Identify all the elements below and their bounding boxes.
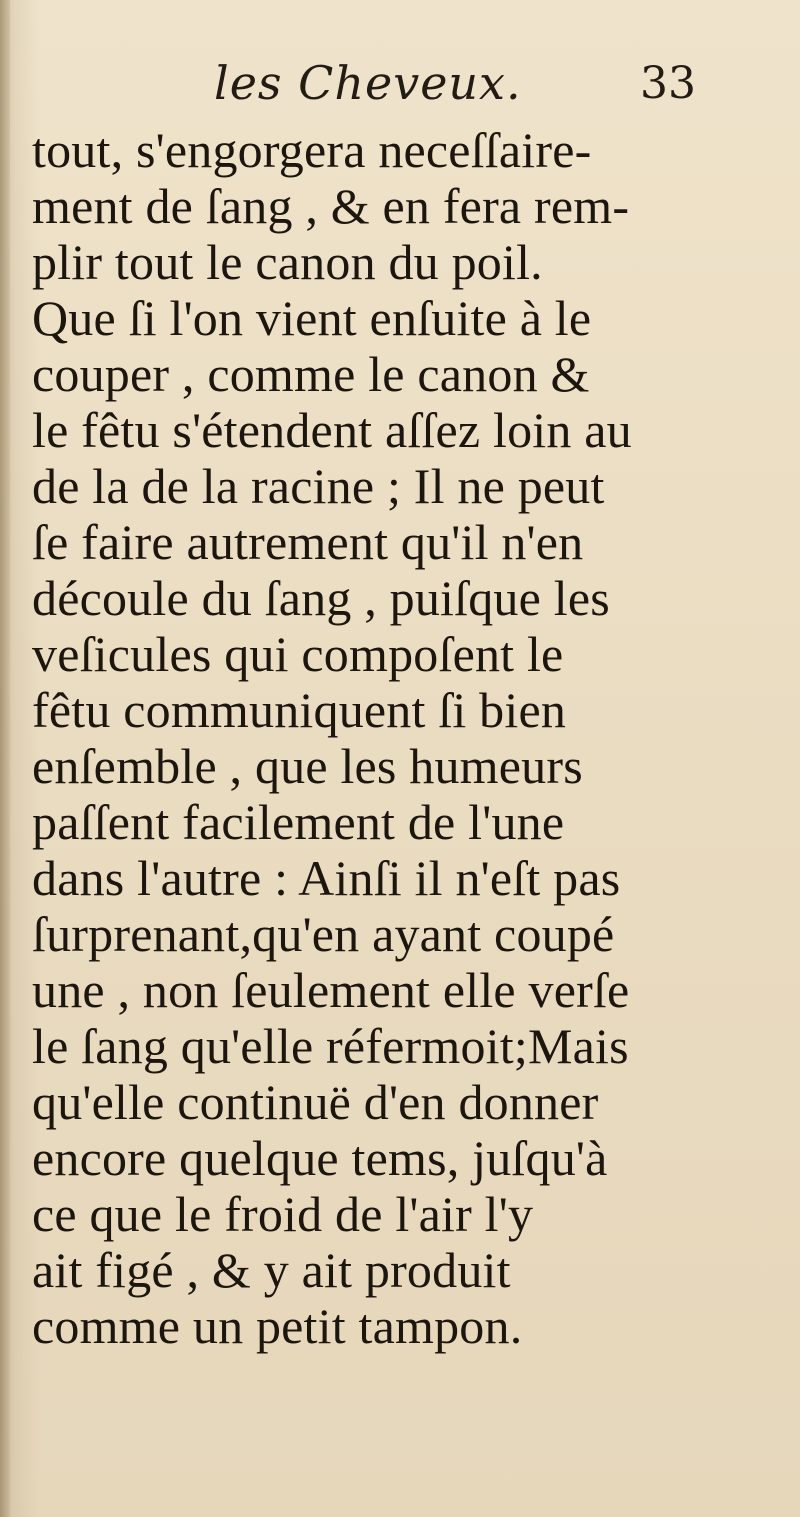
text-line: de la de la racine ; Il ne peut xyxy=(32,458,605,514)
text-line: dans l'autre : Ainſi il n'eſt pas xyxy=(32,850,621,906)
text-line: le ſang qu'elle réfermoit;Mais xyxy=(32,1018,629,1074)
text-line: ſurprenant,qu'en ayant coupé xyxy=(32,906,615,962)
text-line: ait figé , & y ait produit xyxy=(32,1242,511,1298)
text-line: découle du ſang , puiſque les xyxy=(32,570,610,626)
text-line: le fêtu s'étendent aſſez loin au xyxy=(32,402,632,458)
text-line: ce que le froid de l'air l'y xyxy=(32,1186,534,1242)
text-line: ment de ſang , & en fera rem- xyxy=(32,178,630,234)
text-line: Que ſi l'on vient enſuite à le xyxy=(32,290,592,346)
body-text xyxy=(32,122,792,1354)
text-line: plir tout le canon du poil. xyxy=(32,234,543,290)
text-line: une , non ſeulement elle verſe xyxy=(32,962,630,1018)
text-line: couper , comme le canon & xyxy=(32,346,590,402)
text-line: qu'elle continuë d'en donner xyxy=(32,1074,599,1130)
text-line: paſſent facilement de l'une xyxy=(32,794,565,850)
text-line: enſemble , que les humeurs xyxy=(32,738,583,794)
page-gutter xyxy=(0,0,10,1517)
text-line: tout, s'engorgera neceſſaire- xyxy=(32,122,592,178)
page-number: 33 xyxy=(640,58,696,109)
text-line: veſicules qui compoſent le xyxy=(32,626,564,682)
text-line: encore quelque tems, juſqu'à xyxy=(32,1130,608,1186)
page-header xyxy=(0,56,800,116)
running-title: les Cheveux. xyxy=(214,56,522,110)
text-line: fêtu communiquent ſi bien xyxy=(32,682,567,738)
text-line: ſe faire autrement qu'il n'en xyxy=(32,514,584,570)
text-line: comme un petit tampon. xyxy=(32,1298,523,1354)
